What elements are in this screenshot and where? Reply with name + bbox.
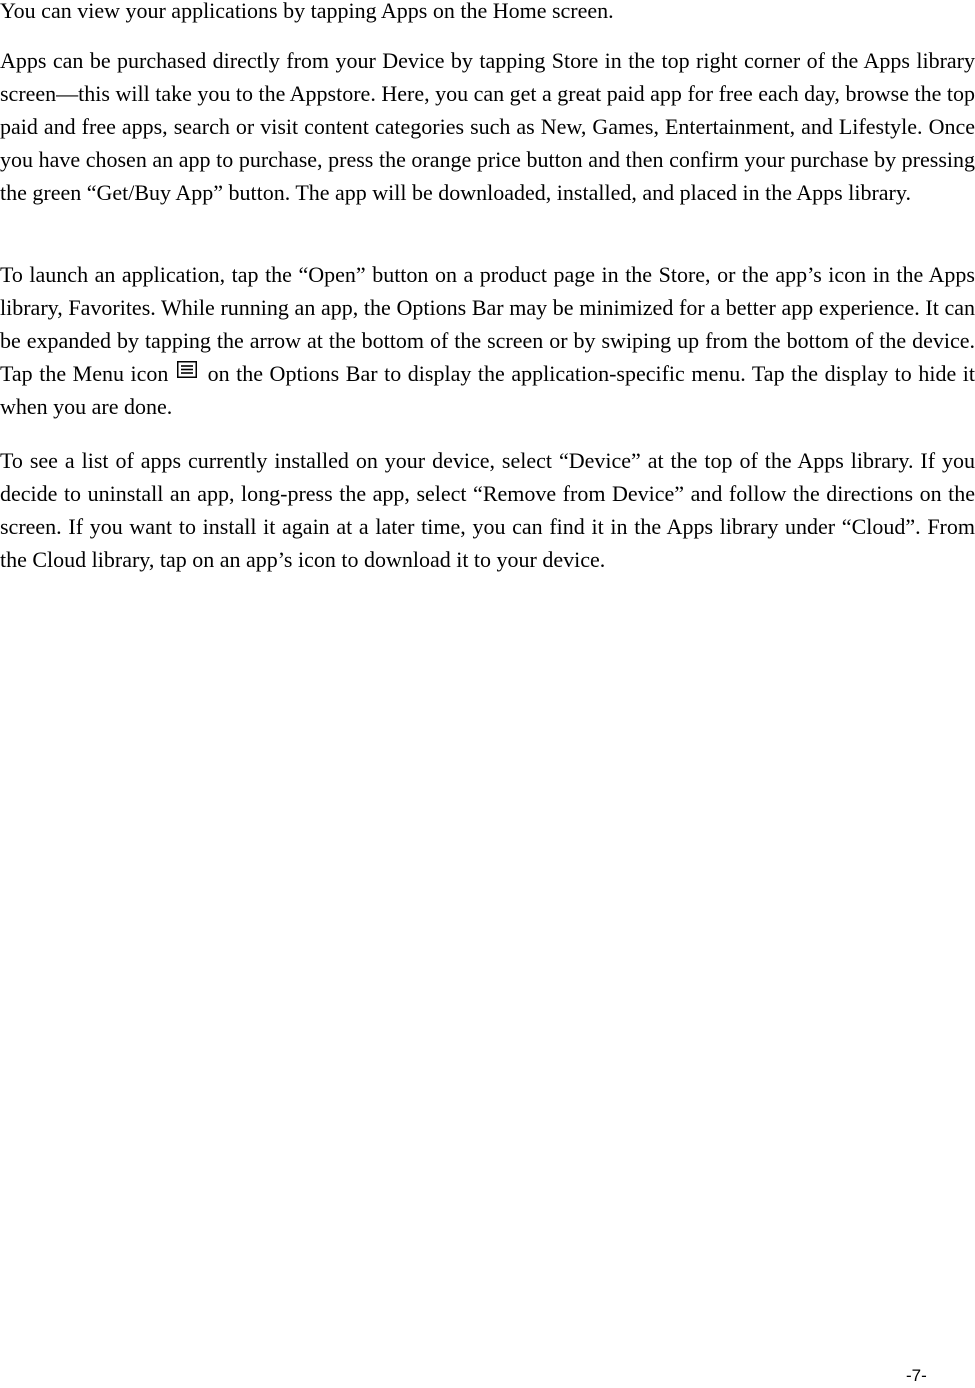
page-number: -7- xyxy=(906,1366,927,1385)
paragraph-launch-apps xyxy=(0,258,975,423)
paragraph-view-apps: You can view your applications by tapping Apps on the Home screen. xyxy=(0,0,614,23)
paragraph-manage-apps: To see a list of apps currently installed on your device, select “Device” at the top of the Apps library. If you decide to uninstall an app, long-press the app, select “Remove from Device” and follow the directions on the screen. If you want to install it again at a later time, you can find it in the Apps library under “Cloud”. From the Cloud library, tap on an app’s icon to download it to your device. xyxy=(0,448,975,572)
menu-icon xyxy=(177,361,197,378)
paragraph-purchase-apps: Apps can be purchased directly from your Device by tapping Store in the top right corner of the Apps library screen—this will take you to the Appstore. Here, you can get a great paid app for free each day, browse the top paid and free apps, search or visit content categories such as New, Games, Entertainment, and Lifestyle. Once you have chosen an app to purchase, press the orange price button and then confirm your purchase by pressing the green “Get/Buy App” button. The app will be downloaded, installed, and placed in the Apps library. xyxy=(0,48,975,205)
launch-text-before-icon: To launch an application, tap the “Open” button on a product page in the Store, or the app’s icon in the Apps library, Favorites. While running an app, the Options Bar may be minimized for a better app experience. It can be expanded by tapping the arrow at the bottom of the screen or by swiping up from the bottom of the device. Tap the Menu icon xyxy=(0,262,975,386)
launch-text-after-icon: on the Options Bar to display the application-specific menu. Tap the display to hide it when you are done. xyxy=(0,361,975,419)
